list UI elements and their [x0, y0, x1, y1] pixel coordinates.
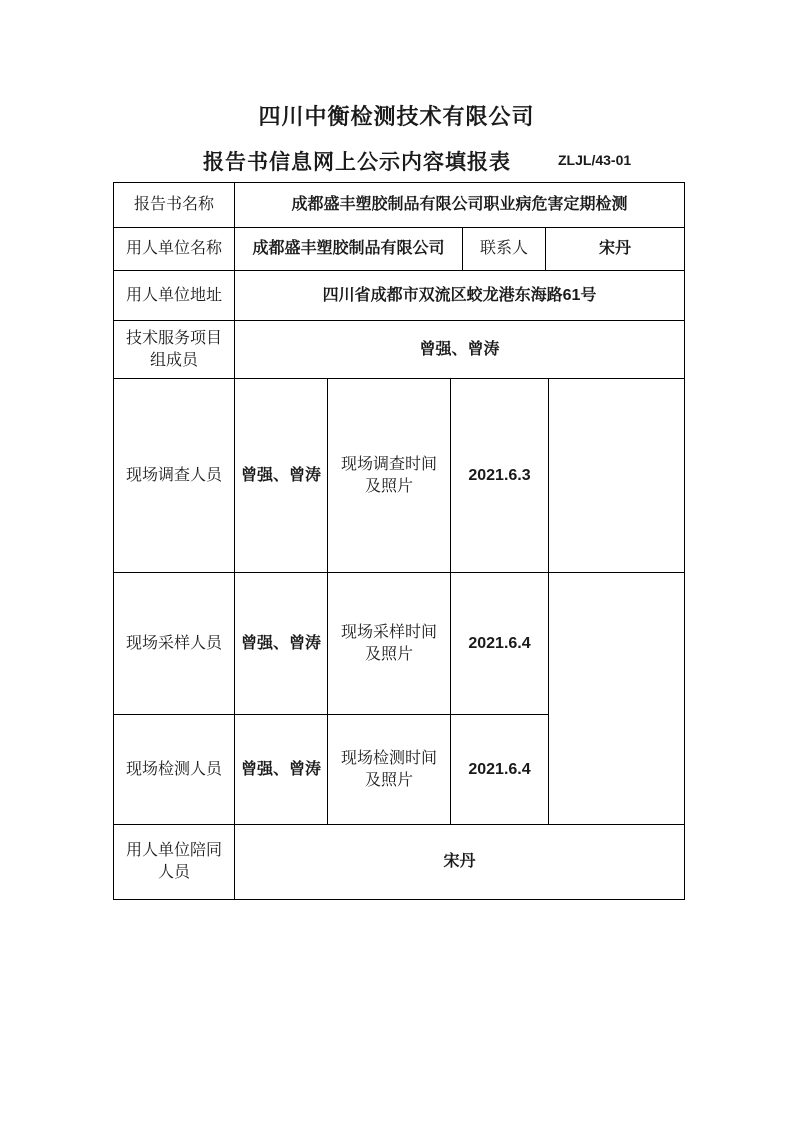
site-sampling-time-label: 现场采样时间及照片	[327, 572, 451, 715]
employer-address-value: 四川省成都市双流区蛟龙港东海路61号	[234, 270, 685, 321]
employer-name-value: 成都盛丰塑胶制品有限公司	[234, 227, 463, 271]
form-code: ZLJL/43-01	[558, 152, 632, 168]
report-name-value: 成都盛丰塑胶制品有限公司职业病危害定期检测	[234, 182, 685, 228]
employer-name-label: 用人单位名称	[113, 227, 235, 271]
site-sampling-label: 现场采样人员	[113, 572, 235, 715]
site-testing-date: 2021.6.4	[450, 714, 549, 825]
contact-label: 联系人	[462, 227, 546, 271]
site-survey-date: 2021.6.3	[450, 378, 549, 573]
site-testing-time-label: 现场检测时间及照片	[327, 714, 451, 825]
site-testing-personnel: 曾强、曾涛	[234, 714, 328, 825]
contact-value: 宋丹	[545, 227, 685, 271]
form-title: 报告书信息网上公示内容填报表	[203, 151, 511, 174]
sampling-testing-photo-cell	[548, 572, 685, 825]
accompanying-label: 用人单位陪同人员	[113, 824, 235, 900]
site-testing-label: 现场检测人员	[113, 714, 235, 825]
accompanying-value: 宋丹	[234, 824, 685, 900]
site-sampling-personnel: 曾强、曾涛	[234, 572, 328, 715]
site-survey-label: 现场调查人员	[113, 378, 235, 573]
employer-address-label: 用人单位地址	[113, 270, 235, 321]
company-title: 四川中衡检测技术有限公司	[258, 104, 535, 129]
site-survey-time-label: 现场调查时间及照片	[327, 378, 451, 573]
site-survey-personnel: 曾强、曾涛	[234, 378, 328, 573]
report-name-label: 报告书名称	[113, 182, 235, 228]
site-survey-photo-cell	[548, 378, 685, 573]
team-members-value: 曾强、曾涛	[234, 320, 685, 379]
team-members-label: 技术服务项目组成员	[113, 320, 235, 379]
site-sampling-date: 2021.6.4	[450, 572, 549, 715]
